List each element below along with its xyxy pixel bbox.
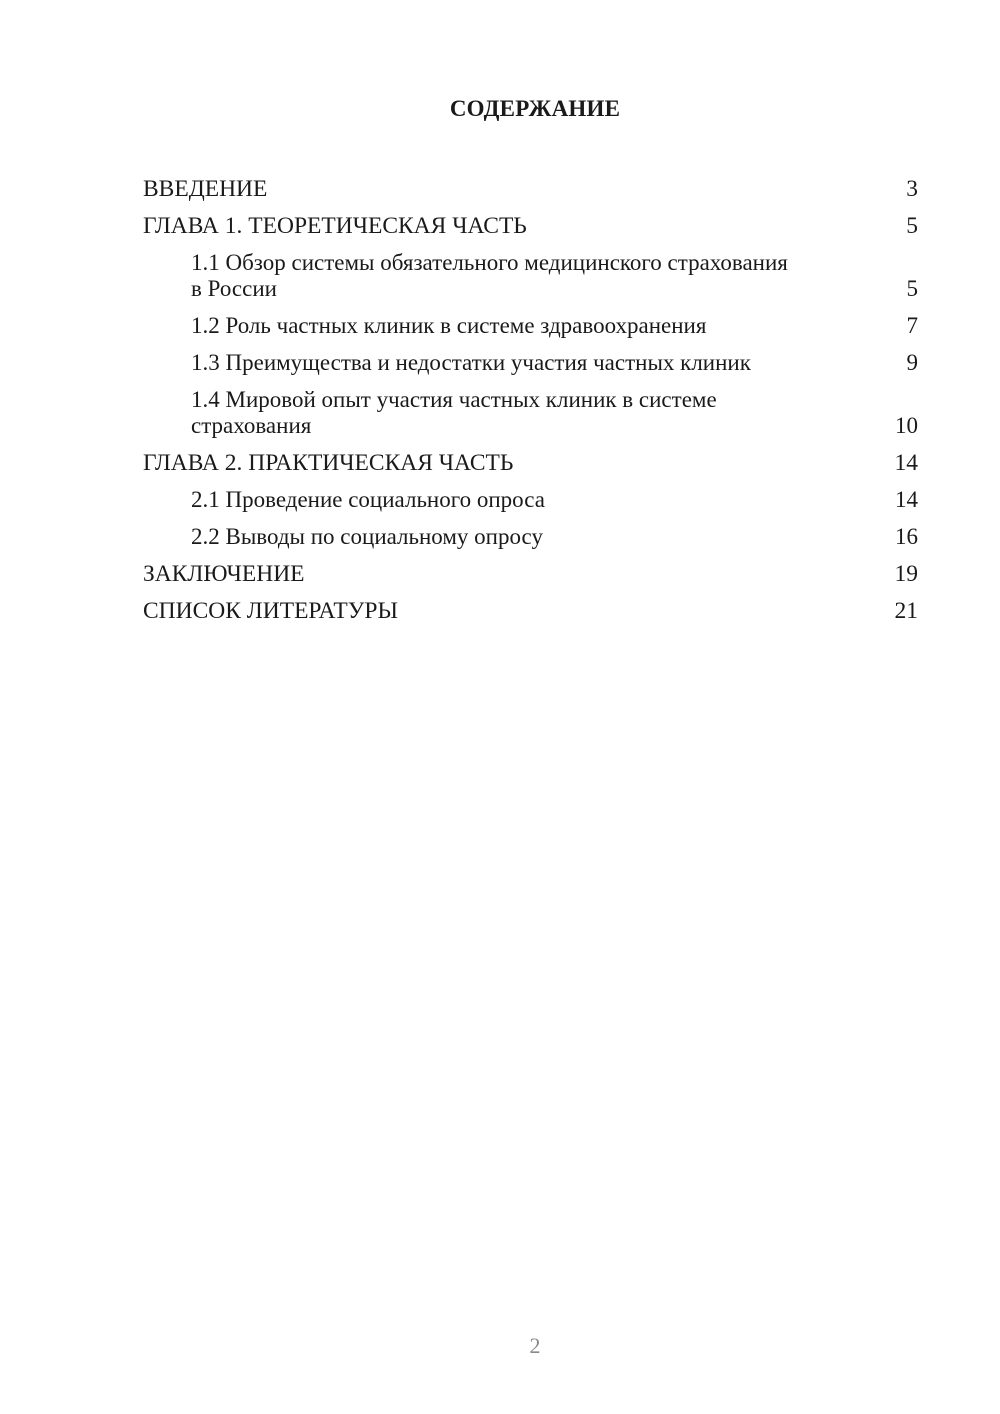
toc-entry-page: 14 [895, 486, 918, 512]
toc-entry-text: 1.3 Преимущества и недостатки участия частных клиник [191, 349, 751, 375]
toc-entry-section-2-2 [143, 518, 918, 555]
page-number: 2 [529, 1333, 541, 1358]
table-of-contents [143, 170, 918, 629]
toc-title: СОДЕРЖАНИЕ [449, 96, 621, 121]
toc-entry-section-1-1 [143, 244, 918, 307]
toc-entry-page: 5 [906, 276, 918, 301]
toc-entry-page: 3 [906, 175, 918, 202]
toc-entry-text: ГЛАВА 2. ПРАКТИЧЕСКАЯ ЧАСТЬ [143, 449, 514, 476]
toc-entry-section-2-1 [143, 481, 918, 518]
toc-entry-page: 16 [895, 523, 918, 549]
toc-entry-text: 1.1 Обзор системы обязательного медицинского страхования в России [191, 250, 788, 301]
toc-entry-page: 21 [894, 597, 918, 624]
toc-entry-text: 2.1 Проведение социального опроса [191, 486, 545, 512]
toc-entry-references [143, 592, 918, 629]
toc-entry-text: 1.2 Роль частных клиник в системе здравоохранения [191, 312, 707, 338]
toc-entry-page: 7 [906, 312, 918, 338]
toc-entry-text: ВВЕДЕНИЕ [143, 175, 268, 202]
toc-entry-text: ГЛАВА 1. ТЕОРЕТИЧЕСКАЯ ЧАСТЬ [143, 212, 527, 239]
toc-entry-section-1-2 [143, 307, 918, 344]
toc-entry-text: 1.4 Мировой опыт участия частных клиник в системе страхования [191, 387, 717, 438]
toc-entry-page: 5 [906, 212, 918, 239]
toc-entry-page: 9 [906, 349, 918, 375]
toc-entry-chapter-2 [143, 444, 918, 481]
toc-entry-conclusion [143, 555, 918, 592]
toc-entry-text: СПИСОК ЛИТЕРАТУРЫ [143, 597, 398, 624]
toc-entry-section-1-3 [143, 344, 918, 381]
toc-entry-page: 10 [895, 413, 918, 438]
toc-entry-page: 14 [894, 449, 918, 476]
toc-entry-text: ЗАКЛЮЧЕНИЕ [143, 560, 305, 587]
toc-entry-page: 19 [894, 560, 918, 587]
toc-entry-text: 2.2 Выводы по социальному опросу [191, 523, 543, 549]
toc-entry-section-1-4 [143, 381, 918, 444]
toc-entry-chapter-1 [143, 207, 918, 244]
toc-entry-introduction [143, 170, 918, 207]
